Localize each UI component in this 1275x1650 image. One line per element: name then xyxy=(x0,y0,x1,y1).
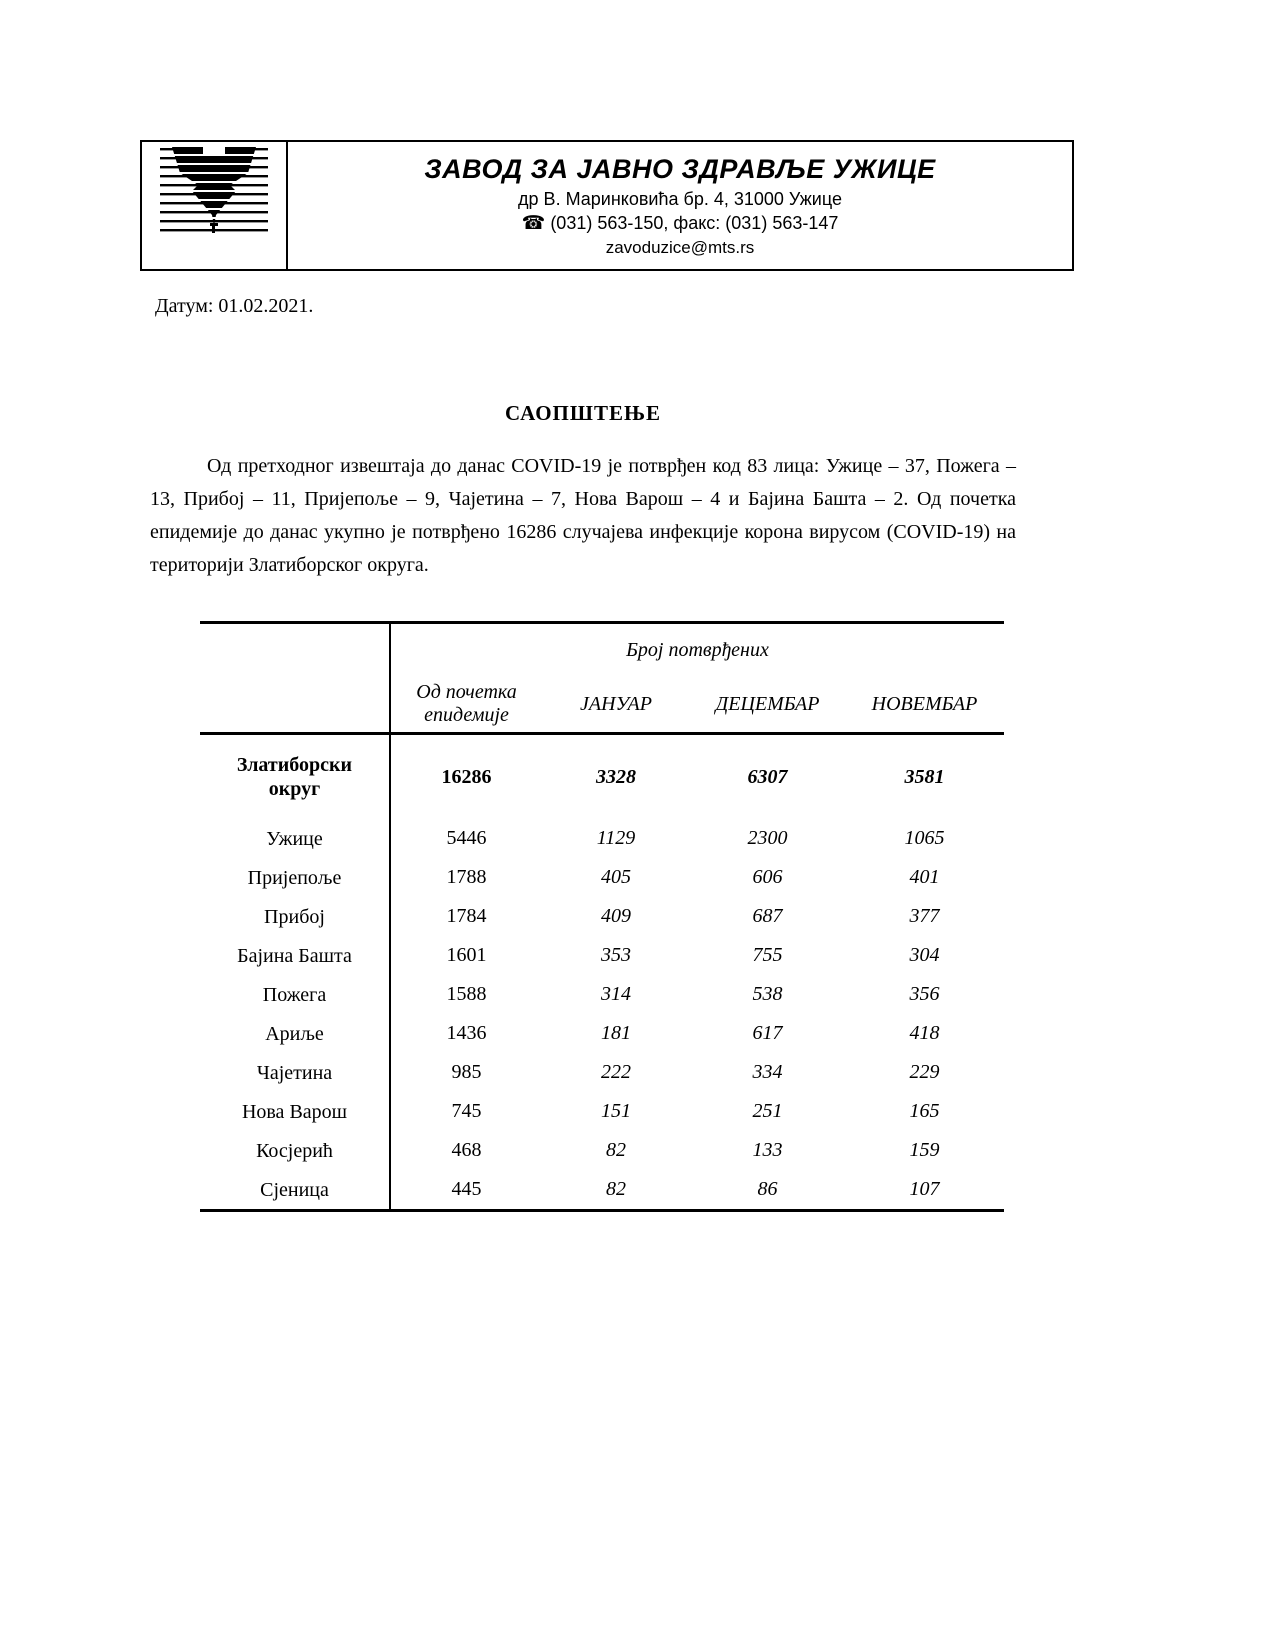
phone-line xyxy=(288,211,1072,236)
cell-since-start: 1784 xyxy=(446,905,487,927)
cell-since-start: 1601 xyxy=(446,944,487,966)
cell-month-value: 133 xyxy=(752,1139,783,1161)
table-row xyxy=(200,975,1004,1014)
column-header-january: ЈАНУАР xyxy=(542,676,690,734)
row-label: Нова Варош xyxy=(200,1092,390,1131)
row-label: Пријепоље xyxy=(200,858,390,897)
row-label: Ариље xyxy=(200,1014,390,1053)
cell-month-value: 405 xyxy=(601,866,631,888)
row-label: Бајина Башта xyxy=(200,936,390,975)
cell-month-value: 617 xyxy=(752,1022,783,1044)
phone-fax-text: (031) 563-150, факс: (031) 563-147 xyxy=(550,213,839,233)
institute-logo-icon xyxy=(158,147,270,241)
column-header-november: НОВЕМБАР xyxy=(845,676,1004,734)
cell-month-value: 82 xyxy=(606,1139,626,1161)
cell-month-value: 222 xyxy=(601,1061,631,1083)
table-row xyxy=(200,734,1004,820)
table-corner-cell xyxy=(200,623,390,677)
row-label: Косјерић xyxy=(200,1131,390,1170)
letterhead-text xyxy=(288,142,1072,269)
table-row xyxy=(200,1014,1004,1053)
cell-since-start: 1436 xyxy=(446,1022,487,1044)
cell-month-value: 229 xyxy=(909,1061,940,1083)
table-body xyxy=(200,734,1004,1211)
letterhead-box xyxy=(140,140,1074,271)
table-corner-cell-2 xyxy=(200,676,390,734)
row-label: Сјеница xyxy=(200,1170,390,1211)
table-wrap xyxy=(200,621,1004,1212)
table-group-header-row xyxy=(200,623,1004,677)
table-row xyxy=(200,936,1004,975)
table-row xyxy=(200,897,1004,936)
row-label: Чајетина xyxy=(200,1053,390,1092)
cell-month-value: 304 xyxy=(909,944,940,966)
body-paragraph: Од претходног извештаја до данас COVID-19 је потврђен код 83 лица: Ужице – 37, Пожега – 13, Прибој – 11, Пријепоље – 9, Чајетина – 7, Нова Варош – 4 и Бајина Башта – 2. Од почетка епидемије до данас укупно је потврђено 16286 случајева инфекције корона вирусом (COVID-19) на територији Златиборског округа. xyxy=(150,455,1016,576)
cell-since-start: 16286 xyxy=(441,765,492,788)
cell-month-value: 6307 xyxy=(747,765,788,788)
cell-month-value: 314 xyxy=(601,983,631,1005)
cell-month-value: 1065 xyxy=(904,827,945,849)
covid-table xyxy=(200,621,1004,1212)
cell-month-value: 356 xyxy=(909,983,940,1005)
cell-month-value: 3581 xyxy=(904,765,945,788)
table-row xyxy=(200,819,1004,858)
cell-month-value: 401 xyxy=(909,866,940,888)
cell-month-value: 151 xyxy=(601,1100,631,1122)
cell-month-value: 181 xyxy=(601,1022,631,1044)
cell-month-value: 107 xyxy=(909,1178,940,1200)
cell-month-value: 353 xyxy=(601,944,631,966)
row-label: Ужице xyxy=(200,819,390,858)
column-header-since-start: Од почетка епидемије xyxy=(390,676,542,734)
table-row xyxy=(200,858,1004,897)
cell-since-start: 985 xyxy=(451,1061,482,1083)
logo-cell xyxy=(142,142,288,269)
phone-icon: ☎ xyxy=(521,213,546,234)
cell-since-start: 745 xyxy=(451,1100,482,1122)
cell-month-value: 538 xyxy=(752,983,783,1005)
cell-since-start: 1788 xyxy=(446,866,487,888)
column-header-december: ДЕЦЕМБАР xyxy=(690,676,845,734)
org-address: др В. Маринковића бр. 4, 31000 Ужице xyxy=(518,189,842,209)
cell-month-value: 377 xyxy=(909,905,940,927)
cell-month-value: 755 xyxy=(752,944,783,966)
cell-month-value: 606 xyxy=(752,866,783,888)
cell-since-start: 5446 xyxy=(446,827,487,849)
cell-month-value: 3328 xyxy=(596,765,636,788)
cell-month-value: 1129 xyxy=(596,827,636,849)
cell-since-start: 445 xyxy=(451,1178,482,1200)
cell-month-value: 409 xyxy=(601,905,631,927)
date-line: Датум: 01.02.2021. xyxy=(155,295,314,317)
cell-month-value: 86 xyxy=(757,1178,778,1200)
table-group-header: Број потврђених xyxy=(626,638,769,661)
cell-since-start: 468 xyxy=(451,1139,482,1161)
table-row xyxy=(200,1170,1004,1211)
row-label: Златиборски округ xyxy=(200,734,390,820)
cell-month-value: 687 xyxy=(752,905,783,927)
cell-month-value: 251 xyxy=(752,1100,783,1122)
org-name: ЗАВОД ЗА ЈАВНО ЗДРАВЉЕ УЖИЦЕ xyxy=(424,154,936,184)
cell-month-value: 159 xyxy=(909,1139,940,1161)
email-text: zavoduzice@mts.rs xyxy=(605,238,755,257)
cell-month-value: 334 xyxy=(752,1061,783,1083)
doc-title: САОПШТЕЊЕ xyxy=(504,401,662,425)
cell-month-value: 82 xyxy=(606,1178,626,1200)
cell-since-start: 1588 xyxy=(446,983,487,1005)
table-row xyxy=(200,1053,1004,1092)
cell-month-value: 418 xyxy=(909,1022,940,1044)
table-column-header-row xyxy=(200,676,1004,734)
cell-month-value: 165 xyxy=(909,1100,940,1122)
row-label: Прибој xyxy=(200,897,390,936)
table-row xyxy=(200,1131,1004,1170)
table-row xyxy=(200,1092,1004,1131)
cell-month-value: 2300 xyxy=(747,827,788,849)
row-label: Пожега xyxy=(200,975,390,1014)
